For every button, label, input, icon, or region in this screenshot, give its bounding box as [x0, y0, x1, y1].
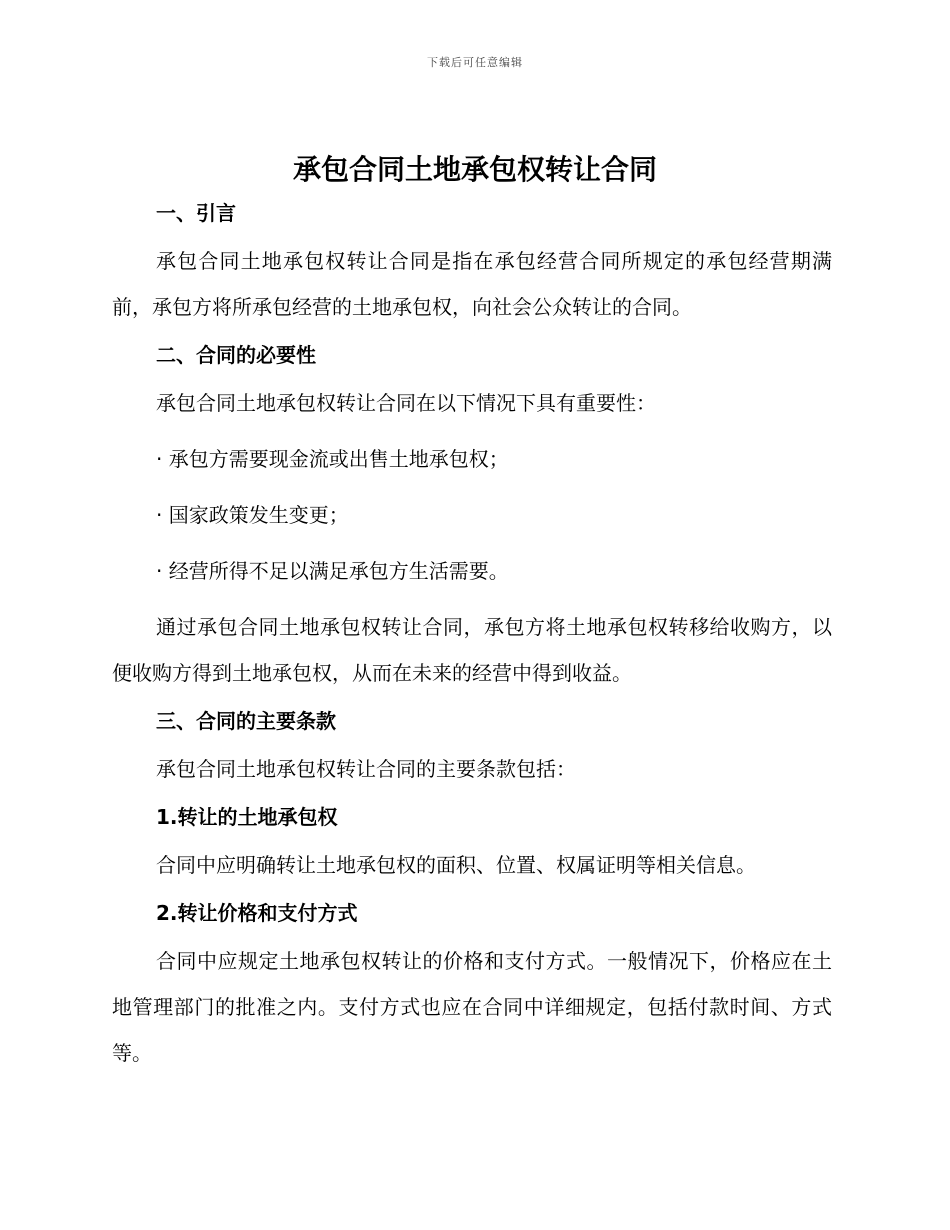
header-note: 下载后可任意编辑	[427, 56, 523, 69]
subsection-paragraph-transfer-right: 合同中应明确转让土地承包权的面积、位置、权属证明等相关信息。	[156, 853, 756, 877]
list-item: · 国家政策发生变更；	[156, 503, 349, 527]
document-body	[112, 196, 832, 1076]
section-paragraph-necessity-intro: 承包合同土地承包权转让合同在以下情况下具有重要性：	[156, 391, 656, 415]
section-heading-main-terms: 三、合同的主要条款	[156, 709, 336, 733]
section-paragraph-main-terms-intro: 承包合同土地承包权转让合同的主要条款包括：	[156, 757, 576, 781]
document-title: 承包合同土地承包权转让合同	[292, 153, 657, 186]
subsection-paragraph-price-payment: 合同中应规定土地承包权转让的价格和支付方式。一般情况下，价格应在土地管理部门的批准之内。支付方式也应在合同中详细规定，包括付款时间、方式等。	[112, 949, 832, 1065]
section-paragraph-necessity: 通过承包合同土地承包权转让合同，承包方将土地承包权转移给收购方，以便收购方得到土地承包权，从而在未来的经营中得到收益。	[112, 615, 832, 685]
section-heading-intro: 一、引言	[156, 201, 236, 225]
list-item: · 经营所得不足以满足承包方生活需要。	[156, 559, 509, 583]
section-paragraph-intro: 承包合同土地承包权转让合同是指在承包经营合同所规定的承包经营期满前，承包方将所承包经营的土地承包权，向社会公众转让的合同。	[112, 249, 832, 319]
list-item: · 承包方需要现金流或出售土地承包权；	[156, 447, 509, 471]
section-heading-necessity: 二、合同的必要性	[156, 343, 316, 367]
subsection-heading-price-payment: 2.转让价格和支付方式	[156, 901, 358, 925]
subsection-heading-transfer-right: 1.转让的土地承包权	[156, 805, 338, 829]
